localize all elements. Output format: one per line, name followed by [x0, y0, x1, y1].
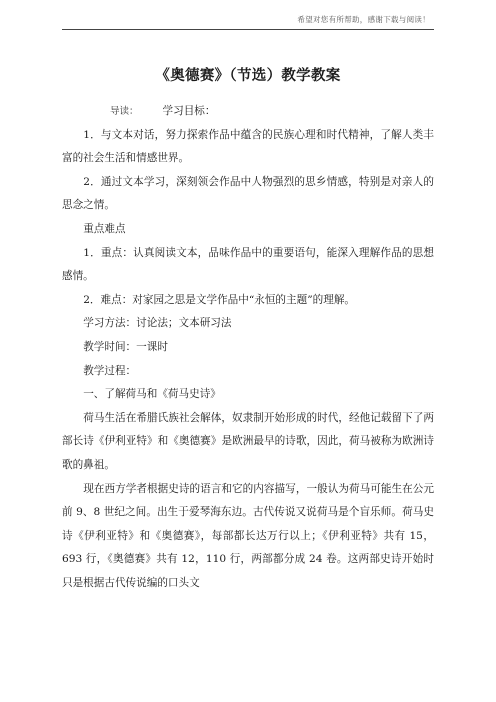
header-divider	[62, 29, 434, 30]
header-note: 希望对您有所帮助，感谢下载与阅读！	[297, 15, 430, 24]
paragraph: 荷马生活在希腊氏族社会解体，奴隶制开始形成的时代，经他记载留下了两部长诗《伊利亚特》和《奥德赛》是欧洲最早的诗歌，因此，荷马被称为欧洲诗歌的鼻祖。	[62, 411, 434, 471]
lead-label: 导读：	[110, 106, 139, 117]
document-body	[62, 100, 434, 595]
paragraph: 学习方法：讨论法；文本研习法	[83, 317, 232, 330]
paragraph: 重点难点	[83, 222, 126, 235]
paragraph: 一、了解荷马和《荷马史诗》	[83, 388, 221, 401]
paragraph: 2．难点：对家园之思是文学作品中“永恒的主题”的理解。	[83, 293, 356, 306]
paragraph: 1．与文本对话，努力探索作品中蕴含的民族心理和时代精神，了解人类丰富的社会生活和情感世界。	[62, 128, 434, 165]
paragraph: 1．重点：认真阅读文本，品味作品中的重要语句，能深入理解作品的思想感情。	[62, 246, 434, 283]
lead-text: 学习目标：	[162, 105, 216, 117]
document-title: 《奥德赛》（节选）教学教案	[155, 68, 341, 84]
lead-line	[62, 100, 434, 124]
paragraph: 现在西方学者根据史诗的语言和它的内容描写，一般认为荷马可能生在公元前 9、8 世纪之间。出生于爱琴海东边。古代传说又说荷马是个盲乐师。荷马史诗《伊利亚特》和《奥德赛》，每部都长达万行以上；《伊利亚特》共有 15，693 行，《奥德赛》共有 12，110 行，两部都分成 24 卷。这两部史诗开始时只是根据古代传说编的口头文	[62, 482, 434, 589]
paragraph: 教学过程：	[83, 364, 137, 377]
paragraph: 2．通过文本学习，深刻领会作品中人物强烈的思乡情感，特别是对亲人的思念之情。	[62, 175, 434, 212]
paragraph: 教学时间：一课时	[83, 340, 168, 353]
